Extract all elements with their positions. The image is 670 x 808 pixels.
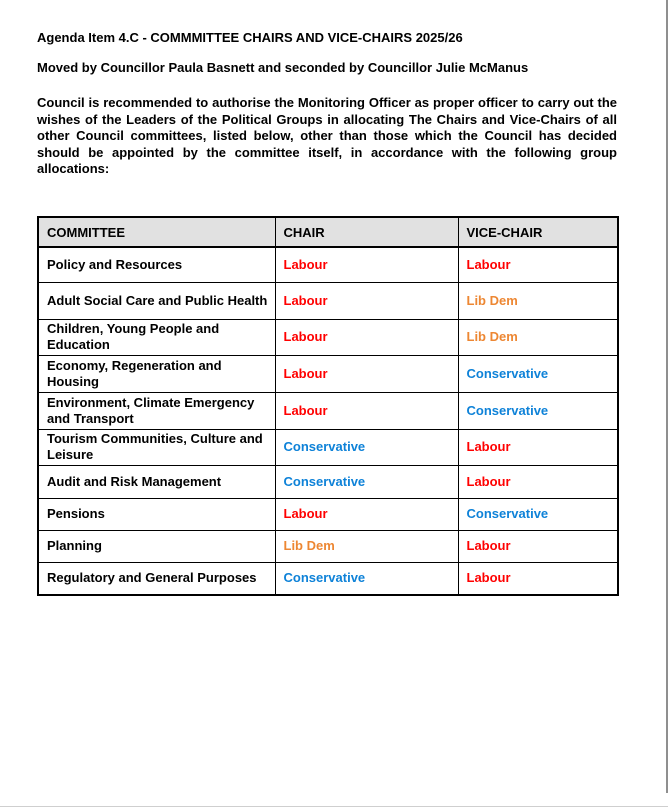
recommendation-paragraph: Council is recommended to authorise the Monitoring Officer as proper officer to carry out the wishes of the Leaders of the Political Groups in allocating The Chairs and Vice-Chairs of all other Council committees, listed below, other than those which the Council has decided should be appointed by the committee itself, in accordance with the following group allocations: <box>37 95 617 176</box>
vice-chair-cell: Conservative <box>458 355 618 392</box>
table-row <box>38 429 618 465</box>
committees-table <box>37 216 619 596</box>
vice-chair-cell: Labour <box>458 562 618 595</box>
table-row <box>38 355 618 392</box>
chair-cell: Lib Dem <box>275 530 458 562</box>
chair-cell: Labour <box>275 392 458 429</box>
vice-chair-cell: Labour <box>458 465 618 498</box>
chair-cell: Conservative <box>275 562 458 595</box>
committee-cell: Environment, Climate Emergency and Transport <box>38 392 275 429</box>
vice-chair-cell: Conservative <box>458 392 618 429</box>
chair-cell: Labour <box>275 282 458 319</box>
column-header-vice-chair: VICE-CHAIR <box>458 217 618 247</box>
table-row <box>38 465 618 498</box>
committee-cell: Children, Young People and Education <box>38 319 275 355</box>
chair-cell: Labour <box>275 498 458 530</box>
chair-cell: Conservative <box>275 465 458 498</box>
vice-chair-cell: Lib Dem <box>458 319 618 355</box>
vice-chair-cell: Labour <box>458 429 618 465</box>
table-row <box>38 247 618 282</box>
committee-cell: Pensions <box>38 498 275 530</box>
chair-cell: Conservative <box>275 429 458 465</box>
table-row <box>38 498 618 530</box>
committee-cell: Adult Social Care and Public Health <box>38 282 275 319</box>
committee-cell: Economy, Regeneration and Housing <box>38 355 275 392</box>
page-edge-line-bottom <box>0 806 668 807</box>
column-header-committee: COMMITTEE <box>38 217 275 247</box>
table-row <box>38 562 618 595</box>
vice-chair-cell: Labour <box>458 530 618 562</box>
chair-cell: Labour <box>275 355 458 392</box>
moved-by-line: Moved by Councillor Paula Basnett and seconded by Councillor Julie McManus <box>37 60 529 75</box>
table-header-row <box>38 217 618 247</box>
committee-cell: Planning <box>38 530 275 562</box>
table-row <box>38 319 618 355</box>
committee-cell: Policy and Resources <box>38 247 275 282</box>
committee-cell: Regulatory and General Purposes <box>38 562 275 595</box>
vice-chair-cell: Conservative <box>458 498 618 530</box>
vice-chair-cell: Labour <box>458 247 618 282</box>
table-row <box>38 530 618 562</box>
column-header-chair: CHAIR <box>275 217 458 247</box>
committee-cell: Tourism Communities, Culture and Leisure <box>38 429 275 465</box>
table-row <box>38 392 618 429</box>
chair-cell: Labour <box>275 247 458 282</box>
committee-cell: Audit and Risk Management <box>38 465 275 498</box>
vice-chair-cell: Lib Dem <box>458 282 618 319</box>
page-edge-line-right <box>666 0 668 793</box>
chair-cell: Labour <box>275 319 458 355</box>
table-row <box>38 282 618 319</box>
page-title: Agenda Item 4.C - COMMMITTEE CHAIRS AND VICE-CHAIRS 2025/26 <box>37 30 463 45</box>
